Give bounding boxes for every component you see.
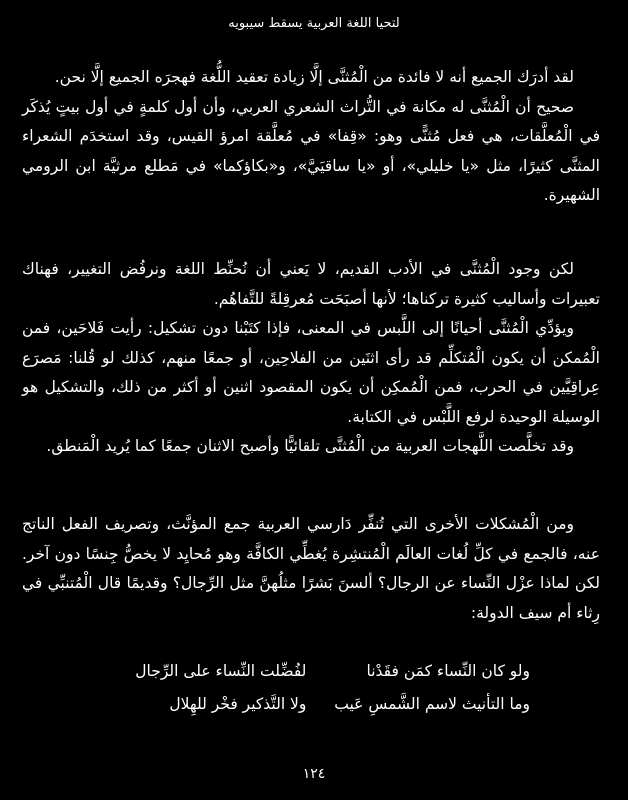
page-header-title: لتحيا اللغة العربية يسقط سيبويه: [228, 16, 400, 31]
poem: [100, 655, 530, 721]
page-number: ١٢٤: [302, 766, 326, 782]
text-section-3: [22, 510, 600, 628]
poem-verse: [100, 655, 530, 688]
paragraph: صحيح أن الْمُثنَّى له مكانة في التُّراث الشعري العربي، وأن أول كلمةٍ في أول بيتٍ يُذكَر في الْمُعلَّقات، هي فعل مُثنًّى وهو: «قِفا» في مُعلَّقة امرؤ القيس، وقد استخدَم الشعراء المثنَّى كثيرًا، مثل «يا خليلي»، أو «يا ساقيَيَّ»، و«بكاؤكما» في مَطلع مرثيَّة ابن الرومي الشهيرة.: [22, 97, 600, 204]
paragraph: ومن الْمُشكلات الأخرى التي تُنفِّر دَارسي العربية جمع المؤنَّث، وتصريف الفعل الناتج عنه، فالجمع في كلِّ لُغات العالَم الْمُنتشِرة يُغطِّي الكافَّة وهو مُحايِد لا يخصُّ جِنسًا دون آخر. لكن لماذا عزْل النِّساء عن الرجال؟ ألسنَ بَشرًا مثلُهنَّ مثل الرِّجال؟ وقديمًا قال الْمُتنبِّي في رِثاء أم سيف الدولة:: [22, 515, 600, 622]
text-section-2: [22, 255, 600, 462]
verse-first-hemistich: وما التأنيث لاسم الشَّمسِ عَيب: [334, 695, 530, 713]
poem-verse: [100, 688, 530, 721]
paragraph: لقد أدرَك الجميع أنه لا فائدة من الْمُثنَّى إلَّا زيادة تعقيد اللُّغة فهجرَه الجميع إلَّا نحن.: [54, 68, 574, 86]
verse-first-hemistich: ولو كان النِّساء كمَن فقَدْنا: [366, 662, 530, 680]
text-section-1: [22, 63, 600, 211]
paragraph: وقد تخلَّصت اللَّهجات العربية من الْمُثنَّى تلقائيًّا وأصبح الاثنان جمعًا كما يُريد الْمَنطق.: [46, 437, 574, 455]
verse-second-hemistich: ولا التَّذكير فخْر للهِلال: [169, 695, 307, 713]
verse-second-hemistich: لفُضِّلت النِّساء على الرِّجال: [135, 662, 307, 680]
paragraph: لكن وجود الْمُثنَّى في الأدب القديم، لا يَعني أن نُحنِّط اللغة ونرفُض التغيير، فهناك تعبيرات وأساليب كثيرة تركناها؛ لأنها أصبَحَت مُعرقِلةً للتَّفاهُم.: [22, 260, 600, 308]
paragraph: ويؤدِّي الْمُثنَّى أحيانًا إلى اللَّبس في المعنى، فإذا كتَبْنا دون تشكيل: رأيت فَلاحَين، فمن الْمُمكن أن يكون الْمُتكلِّم قد رأى اثنَين من الفلاحِين، أو جمعًا منهم، كذلك لو قُلنا: مَصرَع عِراقِيَّين في الحرب، فمن الْمُمكِن أن يكون المقصود اثنين أو أكثر من ذلك، والتشكيل هو الوسيلة الوحيدة لرفع اللَّبْس في الكتابة.: [22, 319, 600, 426]
